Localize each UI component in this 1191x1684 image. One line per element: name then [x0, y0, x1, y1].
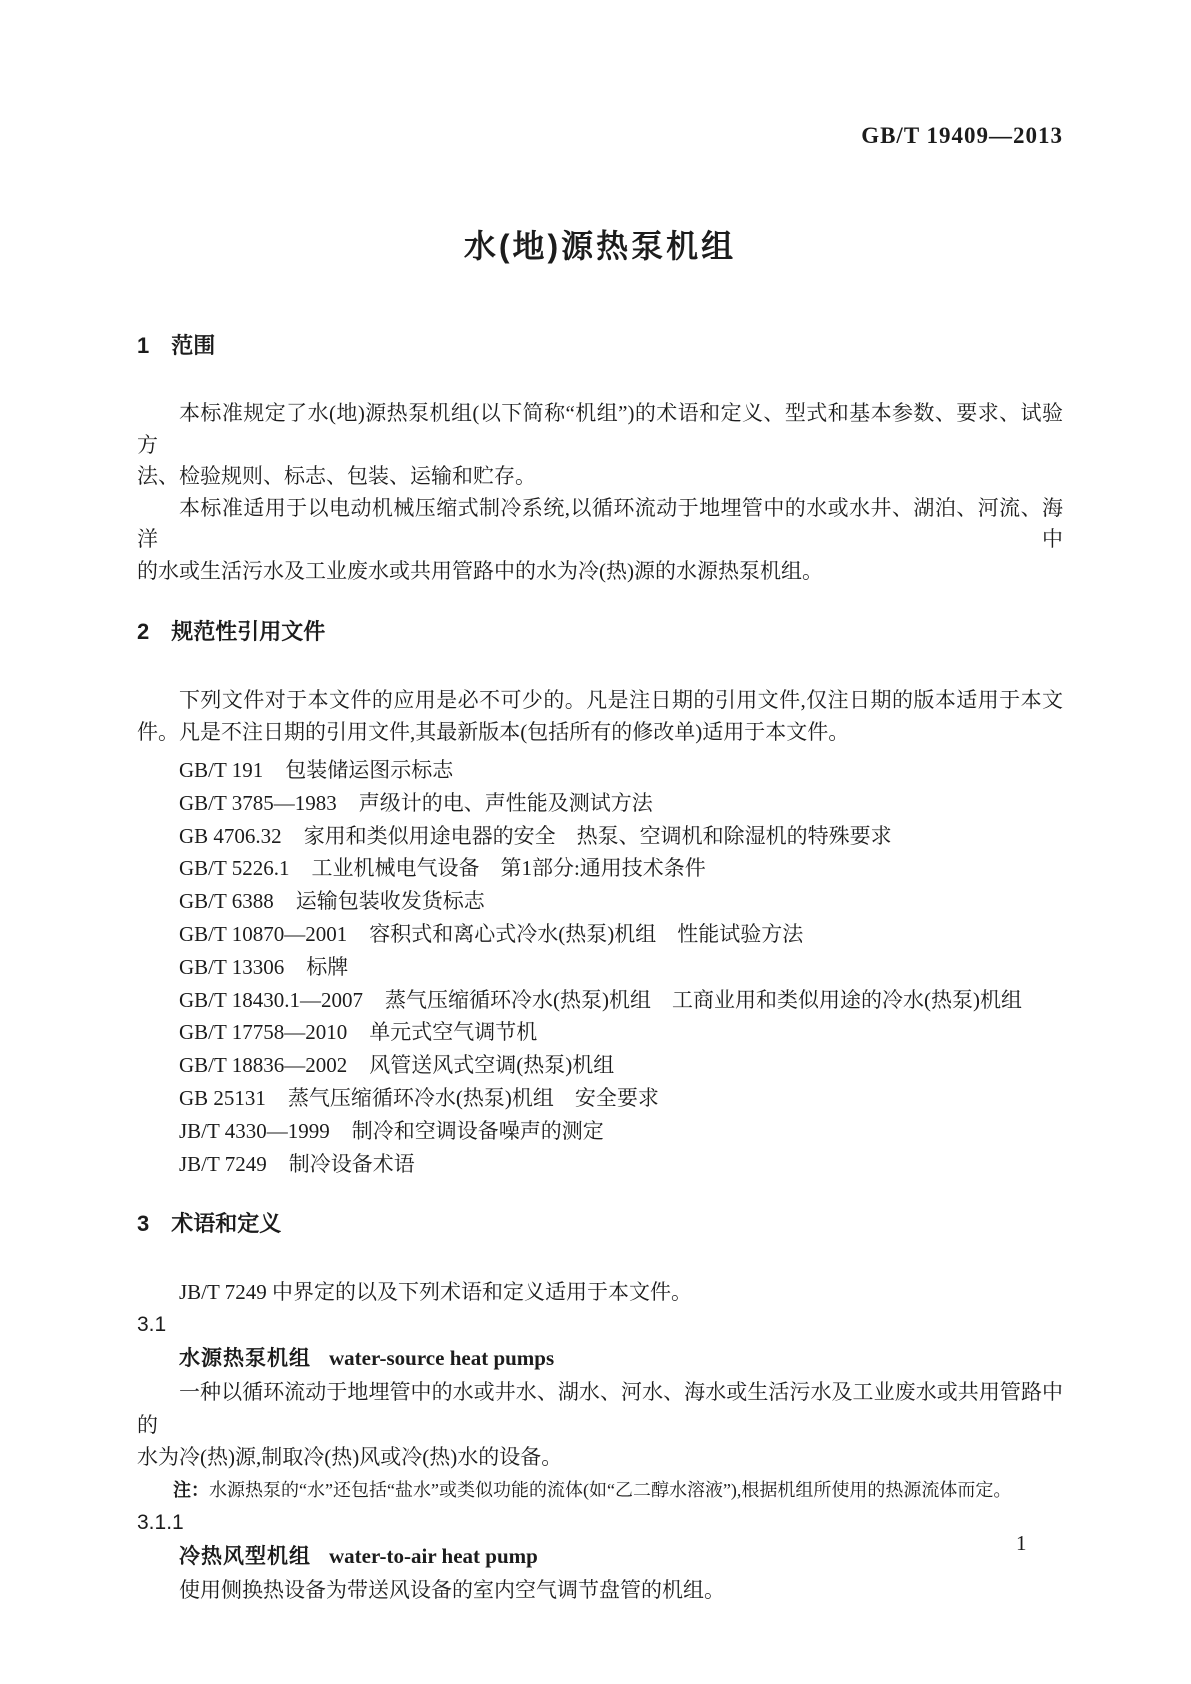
reference-item — [137, 951, 1063, 984]
reference-name: 运输包装收发货标志 — [295, 889, 485, 914]
reference-name: 标牌 — [306, 954, 349, 979]
reference-item — [137, 984, 1063, 1017]
section-title: 术语和定义 — [171, 1211, 282, 1237]
reference-name: 容积式和离心式冷水(热泵)机组 性能试验方法 — [369, 921, 804, 946]
reference-code: JB/T 4330—1999 — [179, 1118, 330, 1143]
clause-number-3-1-1: 3.1.1 — [137, 1510, 184, 1534]
note-line — [137, 1474, 1063, 1507]
paragraph-line: 法、检验规则、标志、包装、运输和贮存。 — [137, 464, 536, 488]
definition-line: 一种以循环流动于地埋管中的水或井水、湖水、河水、海水或生活污水及工业废水或共用管路中的 — [137, 1379, 1063, 1437]
reference-item — [137, 852, 1063, 885]
reference-name: 蒸气压缩循环冷水(热泵)机组 安全要求 — [287, 1085, 659, 1110]
reference-item — [137, 918, 1063, 951]
reference-code: GB/T 13306 — [179, 954, 285, 979]
reference-code: GB/T 3785—1983 — [179, 790, 337, 815]
reference-code: GB 4706.32 — [179, 823, 282, 848]
definition-line: 水为冷(热)源,制取冷(热)风或冷(热)水的设备。 — [137, 1445, 563, 1470]
reference-code: JB/T 7249 — [179, 1151, 267, 1176]
document-title: 水(地)源热泵机组 — [463, 228, 737, 264]
reference-name: 家用和类似用途电器的安全 热泵、空调机和除湿机的特殊要求 — [303, 823, 892, 848]
terms-intro-line: JB/T 7249 中界定的以及下列术语和定义适用于本文件。 — [179, 1280, 692, 1305]
reference-item — [137, 787, 1063, 820]
reference-name: 工业机械电气设备 第1部分:通用技术条件 — [311, 856, 706, 881]
paragraph-line: 下列文件对于本文件的应用是必不可少的。凡是注日期的引用文件,仅注日期的版本适用于本文 — [179, 688, 1063, 712]
reference-name: 制冷设备术语 — [288, 1151, 415, 1176]
section-heading-terms — [137, 1213, 1063, 1235]
section-number: 3 — [137, 1211, 150, 1237]
reference-code: GB/T 191 — [179, 758, 264, 782]
reference-item — [137, 1016, 1063, 1049]
terms-block — [137, 1276, 1063, 1606]
reference-name: 风管送风式空调(热泵)机组 — [369, 1053, 615, 1078]
page-number: 1 — [1016, 1531, 1027, 1555]
section-heading-scope — [137, 335, 1063, 357]
term-chinese: 水源热泵机组 — [179, 1346, 311, 1370]
reference-name: 蒸气压缩循环冷水(热泵)机组 工商业用和类似用途的冷水(热泵)机组 — [384, 987, 1022, 1012]
reference-code: GB/T 5226.1 — [179, 856, 290, 881]
section-number: 2 — [137, 619, 150, 644]
note-label: 注： — [173, 1480, 209, 1501]
reference-item — [137, 754, 1063, 787]
paragraph-line: 件。凡是不注日期的引用文件,其最新版本(包括所有的修改单)适用于本文件。 — [137, 719, 850, 744]
reference-code: GB/T 6388 — [179, 889, 274, 914]
clause-number-3-1: 3.1 — [137, 1313, 167, 1337]
document-body — [137, 0, 1063, 1606]
section-heading-references — [137, 621, 1063, 643]
reference-name: 包装储运图示标志 — [285, 758, 454, 782]
section-title: 规范性引用文件 — [171, 619, 326, 644]
reference-item — [137, 1115, 1063, 1148]
reference-name: 制冷和空调设备噪声的测定 — [351, 1118, 604, 1143]
paragraph-line: 本标准适用于以电动机械压缩式制冷系统,以循环流动于地埋管中的水或水井、湖泊、河流、海洋中 — [137, 495, 1063, 551]
term-entry — [137, 1540, 1063, 1574]
term-chinese: 冷热风型机组 — [179, 1544, 311, 1568]
reference-name: 单元式空气调节机 — [369, 1020, 538, 1045]
scope-paragraphs — [137, 398, 1063, 587]
reference-item — [137, 820, 1063, 853]
paragraph-line: 本标准规定了水(地)源热泵机组(以下简称“机组”)的术语和定义、型式和基本参数、要求、试验方 — [137, 401, 1063, 457]
reference-code: GB/T 18836—2002 — [179, 1053, 348, 1078]
note-text: 水源热泵的“水”还包括“盐水”或类似功能的流体(如“乙二醇水溶液”),根据机组所使用的热源流体而定。 — [209, 1480, 1012, 1501]
term-english: water-source heat pumps — [329, 1345, 555, 1370]
section-number: 1 — [137, 333, 150, 358]
reference-item — [137, 1082, 1063, 1115]
term-english: water-to-air heat pump — [329, 1543, 538, 1568]
reference-code: GB/T 17758—2010 — [179, 1020, 348, 1045]
reference-code: GB/T 18430.1—2007 — [179, 987, 363, 1012]
section-title: 范围 — [171, 333, 216, 358]
references-intro — [137, 685, 1063, 748]
reference-name: 声级计的电、声性能及测试方法 — [358, 790, 653, 815]
reference-code: GB/T 10870—2001 — [179, 921, 348, 946]
paragraph-line: 的水或生活污水及工业废水或共用管路中的水为冷(热)源的水源热泵机组。 — [137, 558, 823, 583]
term-entry — [137, 1342, 1063, 1376]
references-list — [137, 754, 1063, 1180]
reference-item — [137, 1049, 1063, 1082]
reference-code: GB 25131 — [179, 1085, 266, 1110]
standard-code: GB/T 19409—2013 — [861, 123, 1063, 148]
definition-line: 使用侧换热设备为带送风设备的室内空气调节盘管的机组。 — [179, 1577, 725, 1602]
reference-item — [137, 1148, 1063, 1181]
reference-item — [137, 885, 1063, 918]
